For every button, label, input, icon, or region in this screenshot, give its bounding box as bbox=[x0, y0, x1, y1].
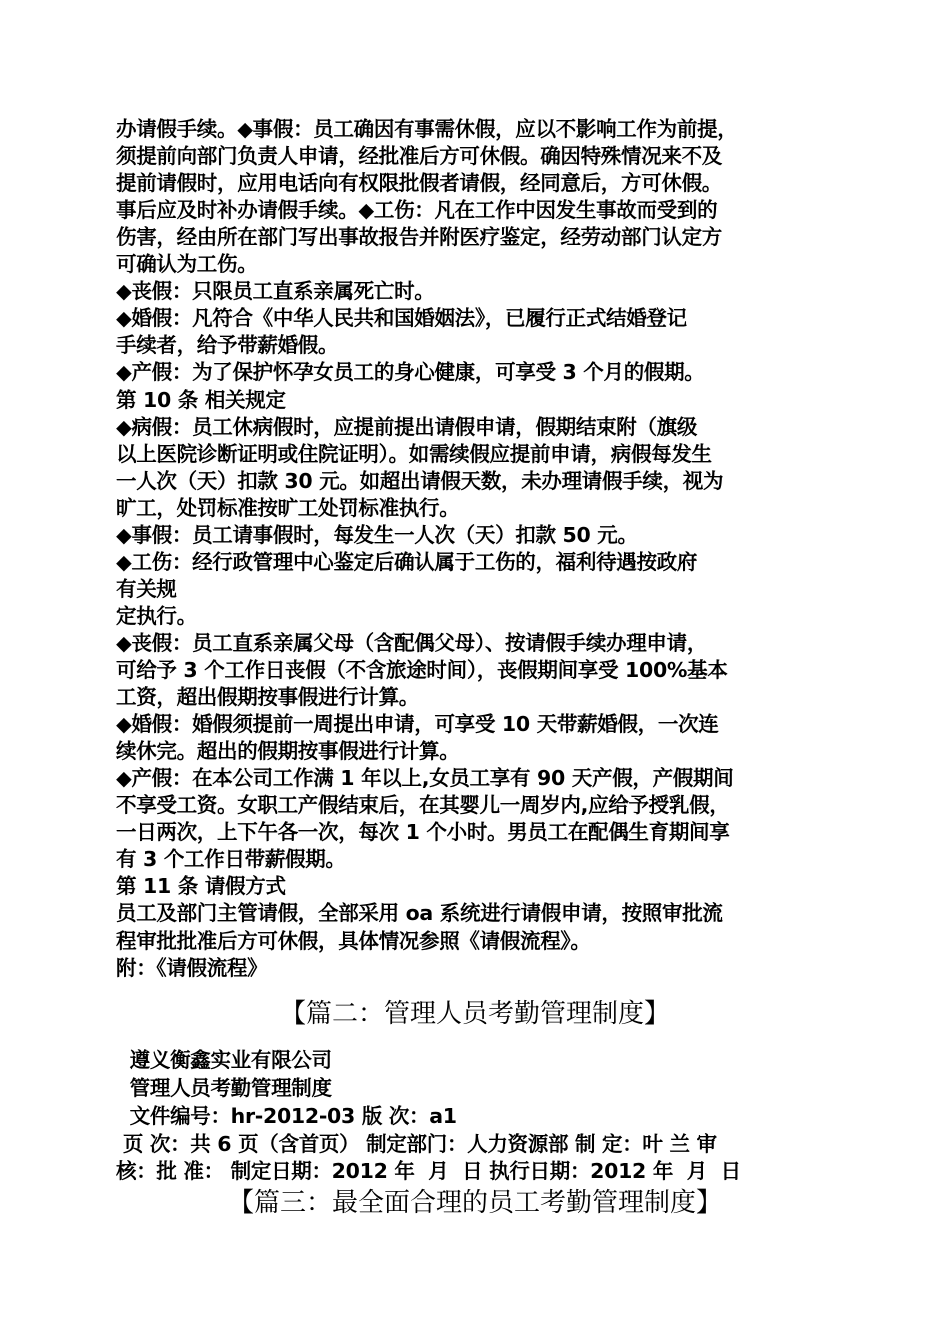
text-line: 可给予 3 个工作日丧假（不含旅途时间），丧假期间享受 100%基本 bbox=[116, 658, 728, 682]
text-line: ◆产假：为了保护怀孕女员工的身心健康，可享受 3 个月的假期。 bbox=[116, 360, 705, 385]
text-line: 工资，超出假期按事假进行计算。 bbox=[116, 685, 419, 710]
doc-info-line: 管理人员考勤管理制度 bbox=[116, 1076, 332, 1100]
text-line: ◆工伤：经行政管理中心鉴定后确认属于工伤的，福利待遇按政府 bbox=[116, 549, 698, 574]
text-line: 一日两次，上下午各一次，每次 1 个小时。男员工在配偶生育期间享 bbox=[116, 820, 730, 845]
text-line: 可确认为工伤。 bbox=[116, 252, 258, 277]
doc-info-line: 文件编号：hr-2012-03 版 次：a1 bbox=[116, 1104, 457, 1128]
text-line: 有 3 个工作日带薪假期。 bbox=[116, 847, 346, 872]
text-line: 有关规 bbox=[116, 576, 177, 601]
text-line: 定执行。 bbox=[116, 603, 197, 628]
text-line: 员工及部门主管请假，全部采用 oa 系统进行请假申请，按照审批流 bbox=[116, 901, 723, 926]
doc-info-line: 核：批 准： 制定日期：2012 年 月 日 执行日期：2012 年 月 日 bbox=[116, 1159, 741, 1183]
text-line: 办请假手续。◆事假：员工确因有事需休假，应以不影响工作为前提， bbox=[116, 117, 738, 141]
text-line: 须提前向部门负责人申请，经批准后方可休假。确因特殊情况来不及 bbox=[116, 144, 722, 169]
text-line: 伤害，经由所在部门写出事故报告并附医疗鉴定，经劳动部门认定方 bbox=[116, 225, 722, 250]
text-line: ◆丧假：只限员工直系亲属死亡时。 bbox=[116, 279, 435, 304]
text-line: ◆事假：员工请事假时，每发生一人次（天）扣款 50 元。 bbox=[116, 522, 638, 547]
heading-part-two: 【篇二：管理人员考勤管理制度】 bbox=[279, 999, 670, 1029]
text-line: 提前请假时，应用电话向有权限批假者请假，经同意后，方可休假。 bbox=[116, 171, 722, 196]
text-line: 手续者，给予带薪婚假。 bbox=[116, 333, 339, 358]
text-line: ◆产假：在本公司工作满 1 年以上,女员工享有 90 天产假，产假期间 bbox=[116, 766, 734, 791]
text-line: ◆婚假：凡符合《中华人民共和国婚姻法》，已履行正式结婚登记 bbox=[116, 306, 687, 331]
text-line: ◆丧假：员工直系亲属父母（含配偶父母）、按请假手续办理申请， bbox=[116, 630, 708, 655]
text-line: 第 10 条 相关规定 bbox=[116, 387, 286, 412]
text-line: 事后应及时补办请假手续。◆工伤：凡在工作中因发生事故而受到的 bbox=[116, 198, 718, 223]
text-line: 不享受工资。女职工产假结束后，在其婴儿一周岁内,应给予授乳假， bbox=[116, 793, 730, 818]
text-line: 程审批批准后方可休假，具体情况参照《请假流程》。 bbox=[116, 928, 591, 953]
text-line: ◆婚假：婚假须提前一周提出申请，可享受 10 天带薪婚假，一次连 bbox=[116, 712, 719, 737]
text-line: 续休完。超出的假期按事假进行计算。 bbox=[116, 739, 460, 764]
heading-part-three: 【篇三：最全面合理的员工考勤管理制度】 bbox=[227, 1188, 722, 1218]
text-line: 附：《请假流程》 bbox=[116, 955, 268, 980]
text-line: ◆病假：员工休病假时，应提前提出请假申请，假期结束附（旗级 bbox=[116, 414, 698, 439]
doc-info-line: 遵义衡鑫实业有限公司 bbox=[116, 1048, 332, 1072]
text-line: 以上医院诊断证明或住院证明）。如需续假应提前申请，病假每发生 bbox=[116, 441, 712, 466]
text-line: 第 11 条 请假方式 bbox=[116, 874, 286, 899]
text-line: 一人次（天）扣款 30 元。如超出请假天数，未办理请假手续，视为 bbox=[116, 468, 724, 493]
doc-info-line: 页 次：共 6 页（含首页） 制定部门：人力资源部 制 定：叶 兰 审 bbox=[116, 1132, 717, 1156]
text-line: 旷工，处罚标准按旷工处罚标准执行。 bbox=[116, 495, 460, 520]
